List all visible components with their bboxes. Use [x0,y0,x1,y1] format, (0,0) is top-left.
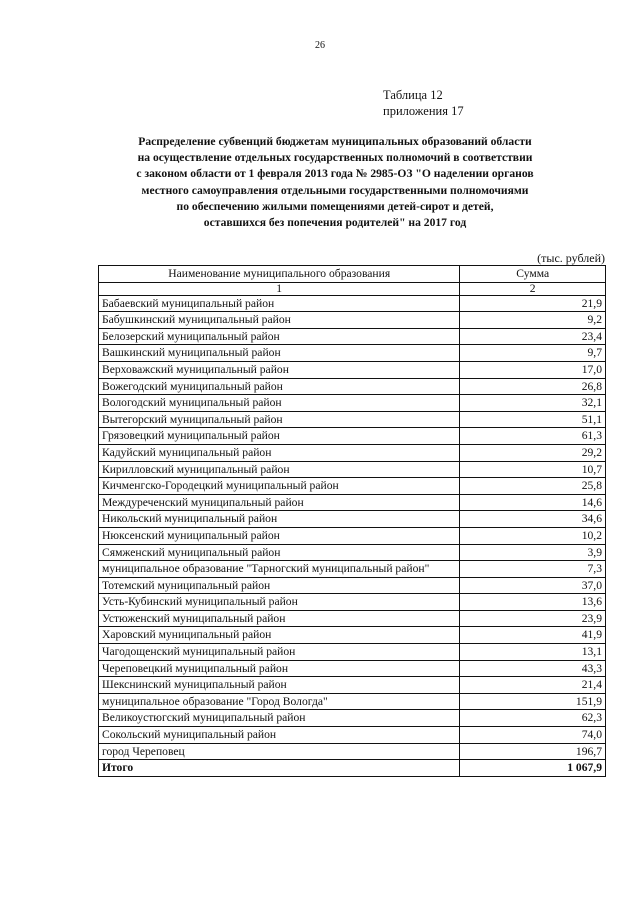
municipality-name: муниципальное образование "Город Вологда" [99,693,460,710]
subvention-sum: 43,3 [460,660,606,677]
table-row [99,511,606,528]
table-row [99,660,606,677]
municipality-name: Грязовецкий муниципальный район [99,428,460,445]
table-row [99,610,606,627]
total-row [99,760,606,777]
table-row [99,328,606,345]
title-line: по обеспечению жилыми помещениями детей-сирот и детей, [176,199,494,213]
table-row [99,345,606,362]
total-label: Итого [99,760,460,777]
table-row [99,378,606,395]
subvention-sum: 74,0 [460,727,606,744]
municipality-name: Междуреченский муниципальный район [99,494,460,511]
column-number-row [99,282,606,295]
table-row [99,544,606,561]
subvention-sum: 7,3 [460,561,606,578]
table-row [99,494,606,511]
municipality-name: Устюженский муниципальный район [99,610,460,627]
municipality-name: Тотемский муниципальный район [99,577,460,594]
table-row [99,727,606,744]
municipality-name: Бабаевский муниципальный район [99,295,460,312]
table-header-row [99,266,606,283]
municipality-name: Верховажский муниципальный район [99,361,460,378]
municipality-name: Сокольский муниципальный район [99,727,460,744]
municipality-name: Шекснинский муниципальный район [99,677,460,694]
table-row [99,644,606,661]
subvention-sum: 17,0 [460,361,606,378]
subvention-sum: 10,7 [460,461,606,478]
title-line: на осуществление отдельных государственных полномочий в соответствии [137,151,533,165]
municipality-name: город Череповец [99,743,460,760]
table-row [99,577,606,594]
subvention-sum: 62,3 [460,710,606,727]
subvention-sum: 9,7 [460,345,606,362]
subvention-sum: 14,6 [460,494,606,511]
title-line: местного самоуправления отдельными государственными полномочиями [141,183,529,197]
municipality-name: Чагодощенский муниципальный район [99,644,460,661]
table-row [99,361,606,378]
header-name: Наименование муниципального образования [99,266,460,283]
subvention-sum: 151,9 [460,693,606,710]
subvention-sum: 13,6 [460,594,606,611]
subvention-sum: 21,4 [460,677,606,694]
table-row [99,627,606,644]
table-row [99,295,606,312]
subvention-sum: 61,3 [460,428,606,445]
municipality-name: Кичменгско-Городецкий муниципальный район [99,478,460,495]
header-sum: Сумма [460,266,606,283]
municipality-name: Вологодский муниципальный район [99,395,460,412]
subvention-sum: 3,9 [460,544,606,561]
municipality-name: Вашкинский муниципальный район [99,345,460,362]
table-caption [383,87,464,119]
municipality-name: Сямженский муниципальный район [99,544,460,561]
municipality-name: Никольский муниципальный район [99,511,460,528]
municipality-name: Бабушкинский муниципальный район [99,312,460,329]
subvention-sum: 13,1 [460,644,606,661]
municipality-name: Нюксенский муниципальный район [99,527,460,544]
table-row [99,710,606,727]
title-line: Распределение субвенций бюджетам муниципальных образований области [138,135,532,148]
municipality-name: Вытегорский муниципальный район [99,411,460,428]
table-body [99,295,606,760]
subvention-sum: 32,1 [460,395,606,412]
subvention-sum: 29,2 [460,444,606,461]
municipality-name: Кирилловский муниципальный район [99,461,460,478]
subvention-sum: 34,6 [460,511,606,528]
unit-note: (тыс. рублей) [537,251,605,265]
municipality-name: Харовский муниципальный район [99,627,460,644]
column-number-2: 2 [460,282,606,295]
subvention-sum: 26,8 [460,378,606,395]
subvention-sum: 196,7 [460,743,606,760]
subvention-sum: 23,4 [460,328,606,345]
page-number: 26 [315,40,325,51]
table-row [99,444,606,461]
table-row [99,594,606,611]
subvention-sum: 10,2 [460,527,606,544]
subvention-sum: 51,1 [460,411,606,428]
municipality-name: Белозерский муниципальный район [99,328,460,345]
municipality-name: Кадуйский муниципальный район [99,444,460,461]
table-caption-line-2: приложения 17 [383,104,464,118]
municipality-name: Вожегодский муниципальный район [99,378,460,395]
subvention-sum: 41,9 [460,627,606,644]
subvention-sum: 21,9 [460,295,606,312]
table-row [99,693,606,710]
title-line: оставшихся без попечения родителей" на 2017 год [203,216,467,230]
title-line: с законом области от 1 февраля 2013 года № 2985-ОЗ "О наделении органов [136,167,534,181]
table-caption-line-1: Таблица 12 [383,88,443,102]
table-row [99,411,606,428]
table-row [99,312,606,329]
subvention-sum: 25,8 [460,478,606,495]
total-sum: 1 067,9 [460,760,606,777]
table-row [99,527,606,544]
subvention-sum: 37,0 [460,577,606,594]
table-row [99,395,606,412]
table-row [99,561,606,578]
municipality-name: Усть-Кубинский муниципальный район [99,594,460,611]
subvention-sum: 23,9 [460,610,606,627]
table-row [99,743,606,760]
table-row [99,478,606,495]
table-row [99,428,606,445]
municipality-name: Череповецкий муниципальный район [99,660,460,677]
subvention-sum: 9,2 [460,312,606,329]
municipality-name: Великоустюгский муниципальный район [99,710,460,727]
distribution-table [98,265,606,777]
table-row [99,677,606,694]
table-row [99,461,606,478]
column-number-1: 1 [99,282,460,295]
document-title [120,134,550,231]
municipality-name: муниципальное образование "Тарногский муниципальный район" [99,561,460,578]
